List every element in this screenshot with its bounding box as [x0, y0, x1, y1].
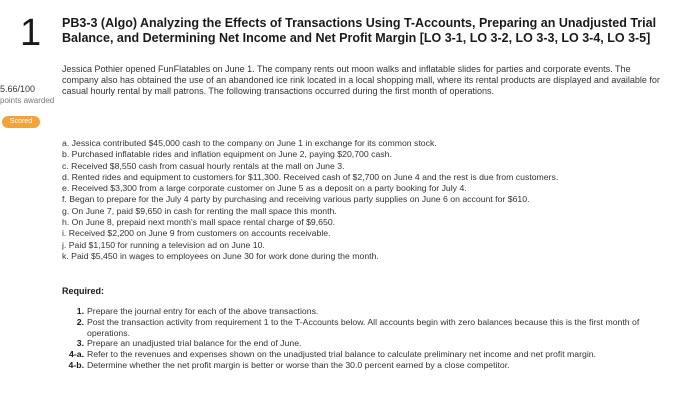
- problem-content: [62, 16, 662, 370]
- requirement-number: 4-b.: [68, 359, 84, 370]
- score-value: 5.66/100: [0, 84, 36, 94]
- requirement-text: Prepare an unadjusted trial balance for the end of June.: [87, 338, 302, 349]
- requirements-list: [62, 306, 667, 371]
- transaction-item: g. On June 7, paid $9,650 in cash for renting the mall space this month.: [62, 205, 337, 216]
- points-awarded-label: points awarded: [0, 96, 55, 105]
- problem-intro: Jessica Pothier opened FunFlatables on June 1. The company rents out moon walks and inflatable slides for parties and corporate events. The company also has obtained the use of an abandoned ice rink located in a local shopping mall, where its rental products are displayed and available for casual hourly rental by mall patrons. The following transactions occurred during the first month of operations.: [62, 64, 660, 96]
- transaction-item: k. Paid $5,450 in wages to employees on June 30 for work done during the month.: [62, 250, 379, 261]
- requirement-item: [62, 360, 667, 371]
- transaction-item: f. Began to prepare for the July 4 party by purchasing and receiving various party supplies on June 6 on account for $610.: [62, 194, 530, 205]
- transaction-item: h. On June 8, prepaid next month's mall space rental charge of $9,650.: [62, 217, 336, 228]
- question-sidebar: [0, 0, 58, 404]
- question-number: 1: [20, 12, 42, 54]
- requirement-text: Determine whether the net profit margin is better or worse than the 30.0 percent earned by a close competitor.: [87, 359, 510, 370]
- requirement-number: 2.: [76, 316, 84, 327]
- transaction-item: j. Paid $1,150 for running a television ad on June 10.: [62, 239, 265, 250]
- requirement-item: [62, 317, 667, 339]
- requirement-number: 3.: [76, 338, 84, 349]
- scored-status-badge: Scored: [2, 116, 40, 128]
- transaction-item: a. Jessica contributed $45,000 cash to the company on June 1 in exchange for its common stock.: [62, 138, 437, 148]
- transaction-item: d. Rented rides and equipment to customers for $11,300. Received cash of $2,700 on June 4 and the rest is due from customers.: [62, 171, 559, 182]
- requirement-number: 4-a.: [69, 349, 84, 360]
- transaction-item: i. Received $2,200 on June 9 from customers on accounts receivable.: [62, 228, 331, 239]
- transaction-list: [62, 138, 662, 262]
- required-heading: Required:: [62, 286, 105, 296]
- requirement-text: Post the transaction activity from requirement 1 to the T-Accounts below. All accounts begin with zero balances because this is the first month of operations.: [87, 316, 640, 338]
- transaction-item: c. Received $8,550 cash from casual hourly rentals at the mall on June 3.: [62, 160, 345, 171]
- problem-title: PB3-3 (Algo) Analyzing the Effects of Transactions Using T-Accounts, Preparing an Unadjusted Trial Balance, and Determining Net Income and Net Profit Margin [LO 3-1, LO 3-2, LO 3-3, LO 3-4, LO 3-5]: [62, 16, 657, 45]
- requirement-text: Prepare the journal entry for each of the above transactions.: [87, 306, 319, 316]
- requirement-item: [62, 306, 667, 317]
- requirement-item: [62, 338, 667, 349]
- requirement-text: Refer to the revenues and expenses shown on the unadjusted trial balance to calculate preliminary net income and net profit margin.: [87, 349, 597, 360]
- requirement-item: [62, 349, 667, 360]
- transaction-item: e. Received $3,300 from a large corporate customer on June 5 as a deposit on a party booking for July 4.: [62, 183, 467, 194]
- transaction-item: b. Purchased inflatable rides and inflation equipment on June 2, paying $20,700 cash.: [62, 149, 392, 160]
- requirement-number: 1.: [76, 306, 84, 316]
